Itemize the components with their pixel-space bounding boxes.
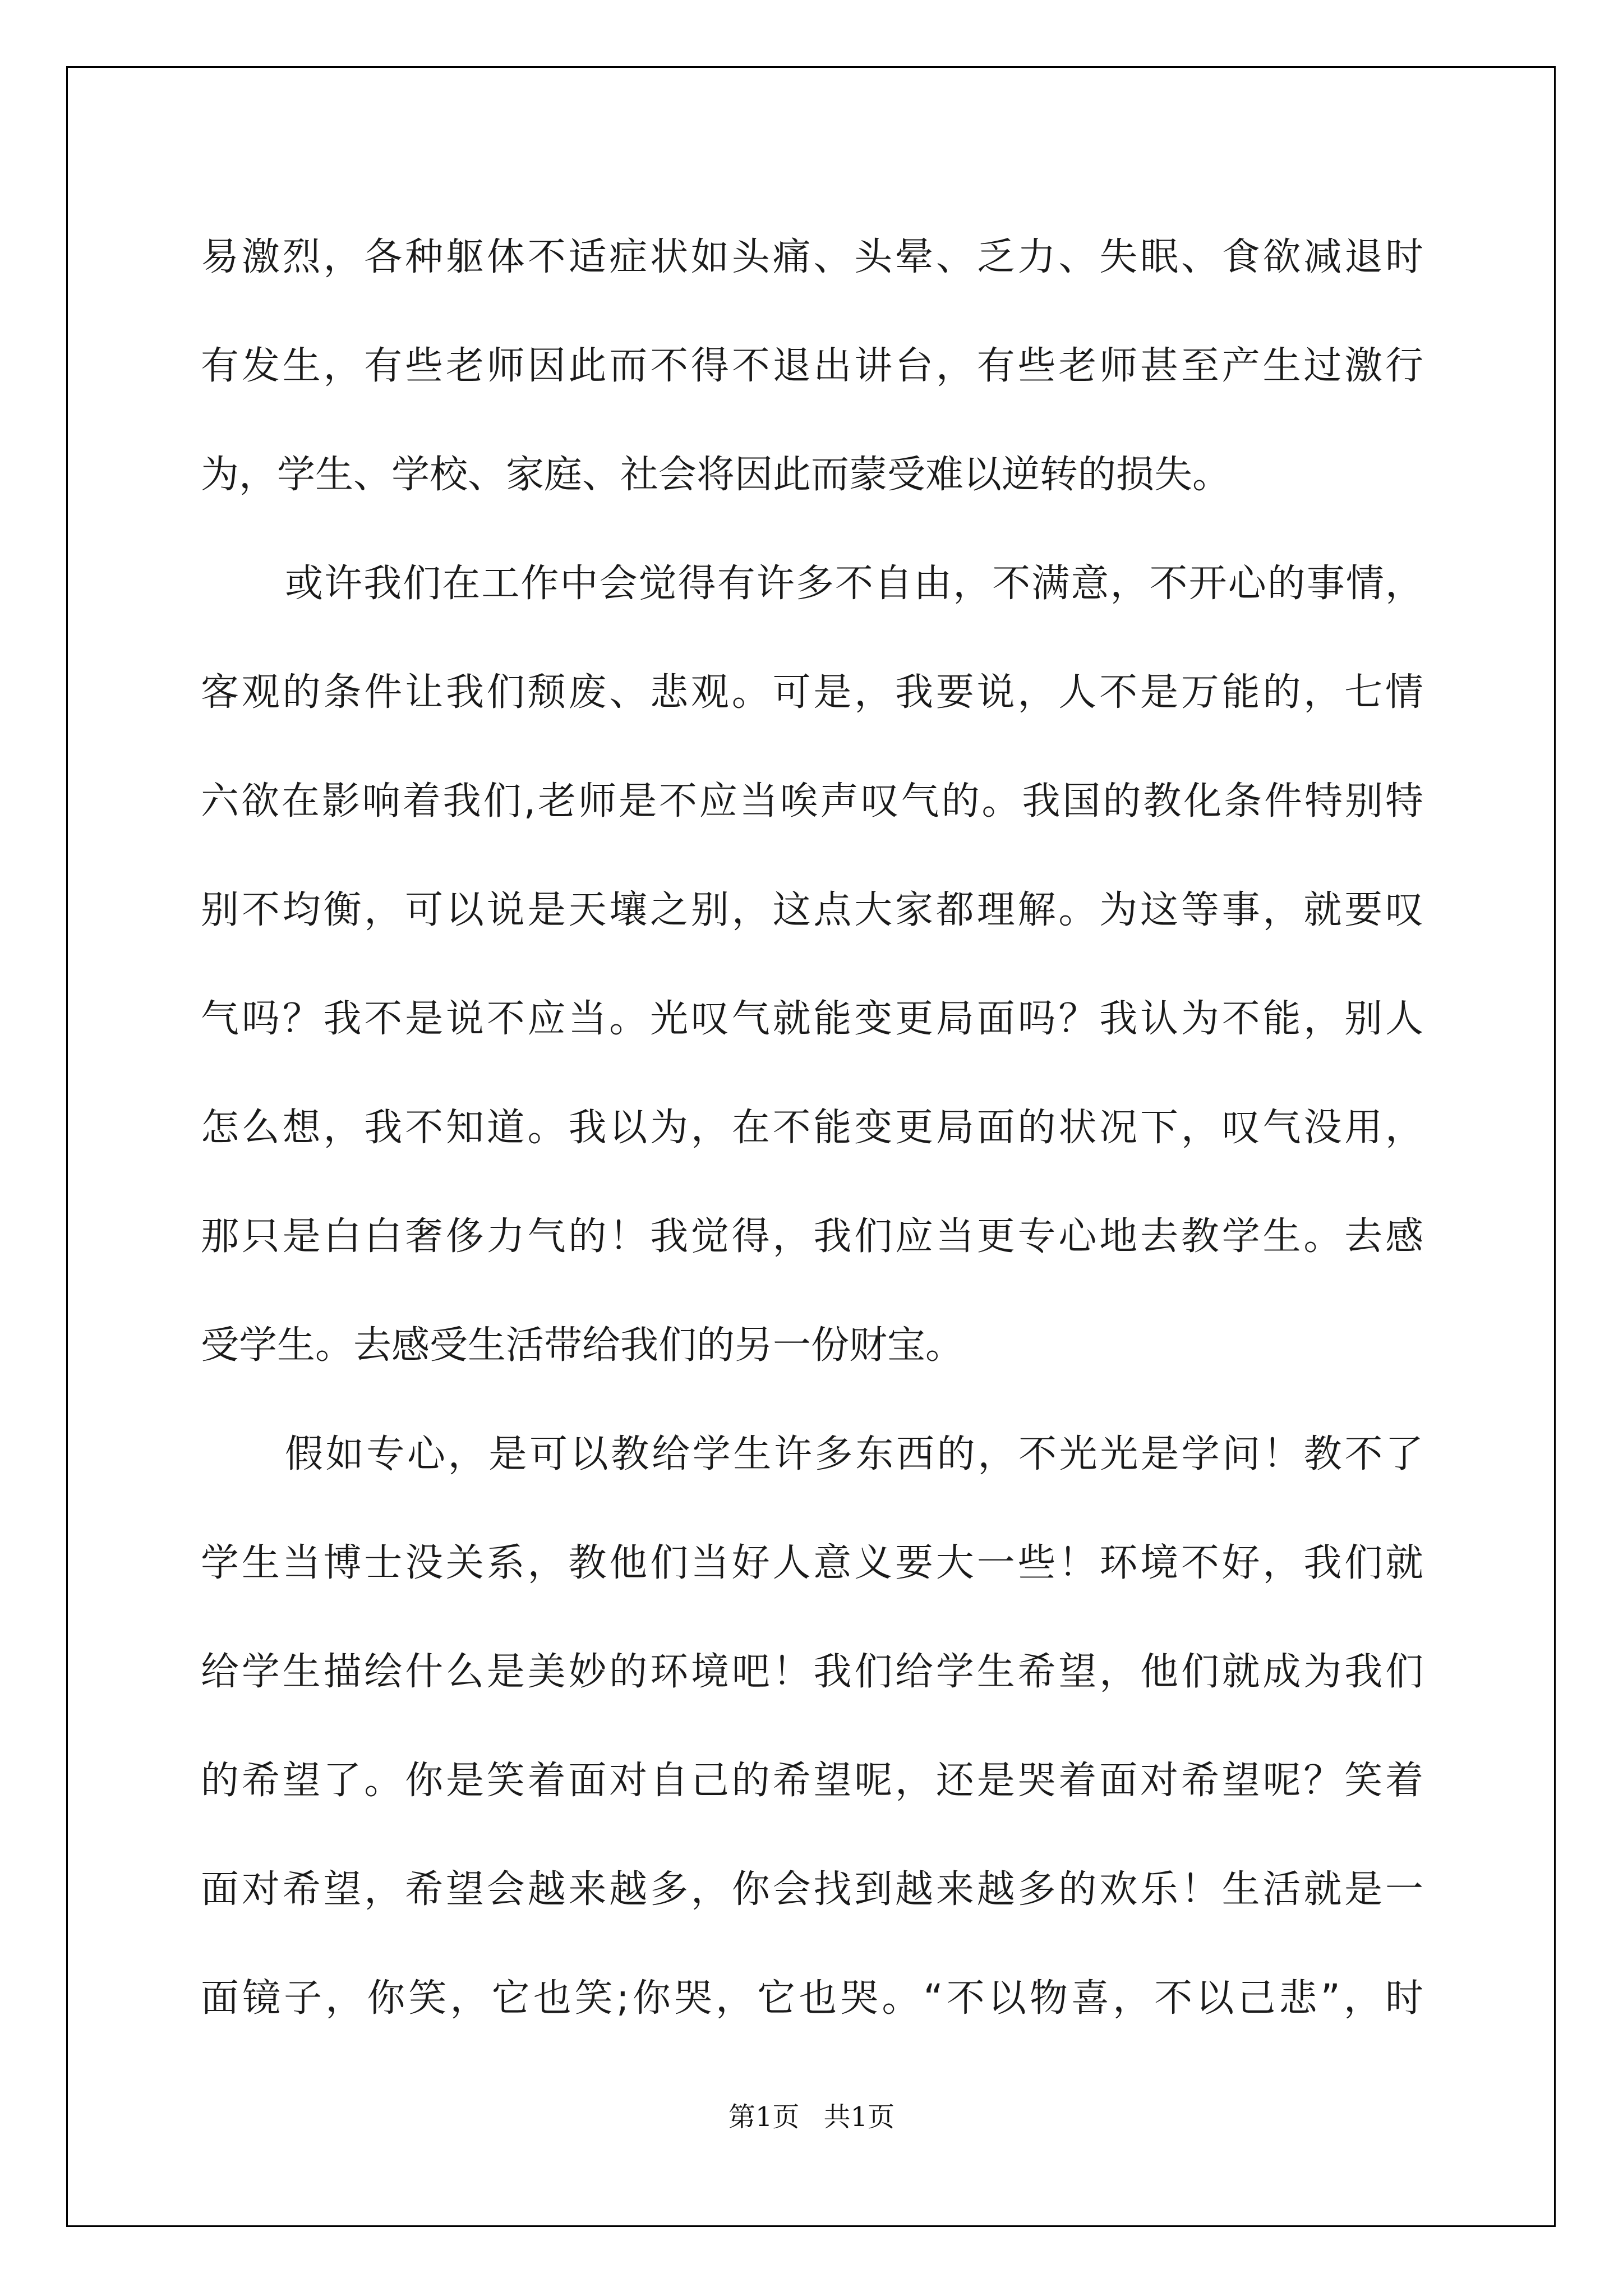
text-line: 学生当博士没关系，教他们当好人意义要大一些！环境不好，我们就 (201, 1541, 1423, 1585)
page-number: 第1页 (728, 2101, 800, 2133)
page-footer (0, 2095, 1623, 2134)
text-line: 有发生，有些老师因此而不得不退出讲台，有些老师甚至产生过激行 (201, 344, 1423, 388)
text-line: 受学生。去感受生活带给我们的另一份财宝。 (201, 1323, 964, 1368)
text-line: 客观的条件让我们颓废、悲观。可是，我要说，人不是万能的，七情 (201, 670, 1423, 715)
text-line: 假如专心，是可以教给学生许多东西的，不光光是学问！教不了 (285, 1432, 1423, 1476)
paragraph-1 (201, 203, 1423, 530)
text-line: 给学生描绘什么是美妙的环境吧！我们给学生希望，他们就成为我们 (201, 1650, 1423, 1694)
text-line: 面对希望，希望会越来越多，你会找到越来越多的欢乐！生活就是一 (201, 1867, 1423, 1912)
text-line: 气吗？我不是说不应当。光叹气就能变更局面吗？我认为不能，别人 (201, 997, 1423, 1041)
text-line: 为，学生、学校、家庭、社会将因此而蒙受难以逆转的损失。 (201, 453, 1231, 497)
page-total: 共1页 (823, 2101, 895, 2133)
text-line: 面镜子，你笑，它也笑;你哭，它也哭。“不以物喜，不以己悲”，时 (201, 1976, 1423, 2021)
text-line: 六欲在影响着我们,老师是不应当唉声叹气的。我国的教化条件特别特 (201, 779, 1423, 823)
text-line: 易激烈，各种躯体不适症状如头痛、头晕、乏力、失眠、食欲减退时 (201, 235, 1423, 279)
document-body (201, 203, 1423, 2053)
text-line: 别不均衡，可以说是天壤之别，这点大家都理解。为这等事，就要叹 (201, 888, 1423, 932)
paragraph-2 (201, 530, 1423, 1400)
text-line: 怎么想，我不知道。我以为，在不能变更局面的状况下，叹气没用， (201, 1106, 1423, 1150)
text-line: 或许我们在工作中会觉得有许多不自由，不满意，不开心的事情， (285, 562, 1423, 606)
paragraph-3 (201, 1400, 1423, 2053)
text-line: 那只是白白奢侈力气的！我觉得，我们应当更专心地去教学生。去感 (201, 1214, 1423, 1259)
text-line: 的希望了。你是笑着面对自己的希望呢，还是哭着面对希望呢？笑着 (201, 1759, 1423, 1803)
